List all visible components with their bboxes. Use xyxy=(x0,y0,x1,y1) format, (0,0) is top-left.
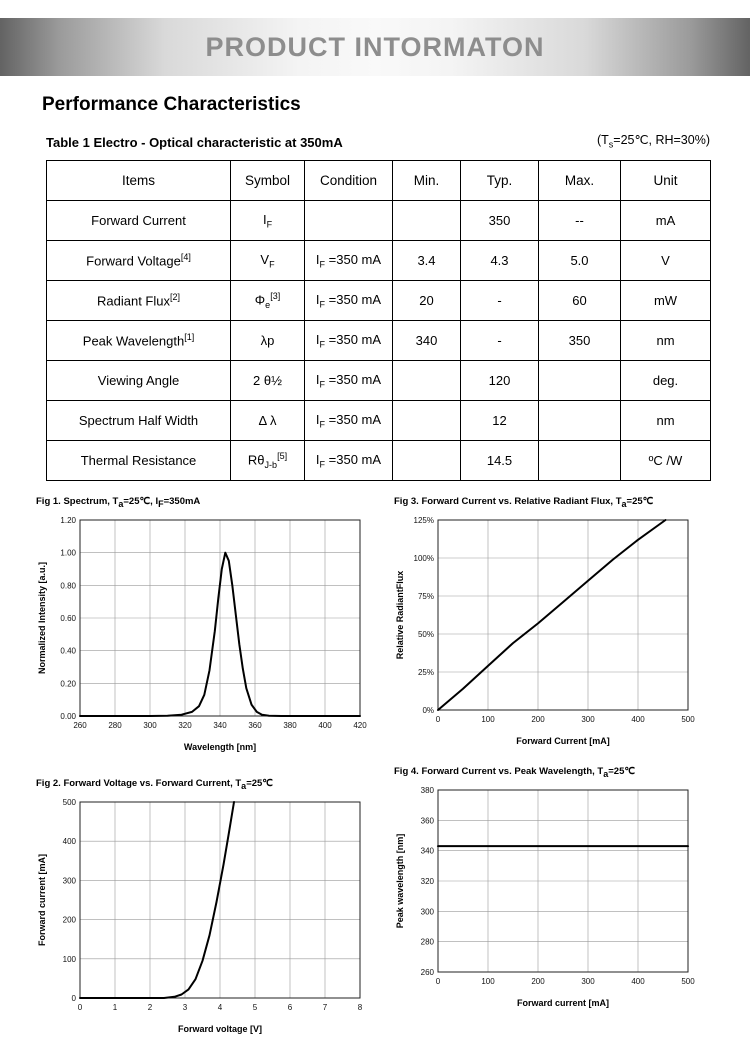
svg-text:360: 360 xyxy=(420,816,434,826)
cell-max xyxy=(539,401,621,441)
svg-text:200: 200 xyxy=(531,976,545,986)
svg-text:260: 260 xyxy=(73,720,87,730)
svg-text:0: 0 xyxy=(77,1002,83,1012)
cell-min xyxy=(393,441,461,481)
svg-text:1.00: 1.00 xyxy=(60,548,76,558)
fig1-spectrum-chart xyxy=(36,512,372,754)
svg-text:Peak wavelength [nm]: Peak wavelength [nm] xyxy=(395,833,405,929)
svg-text:8: 8 xyxy=(357,1002,363,1012)
table-row xyxy=(47,441,711,481)
cell-min xyxy=(393,401,461,441)
svg-text:400: 400 xyxy=(318,720,332,730)
cell-typ: 4.3 xyxy=(461,241,539,281)
svg-text:340: 340 xyxy=(420,846,434,856)
col-header-items: Items xyxy=(47,161,231,201)
svg-text:100: 100 xyxy=(62,954,76,964)
cell-symbol: $V_F$ xyxy=(231,241,305,281)
svg-text:320: 320 xyxy=(420,876,434,886)
svg-text:0.40: 0.40 xyxy=(60,646,76,656)
header-banner xyxy=(0,18,750,76)
svg-text:Wavelength [nm]: Wavelength [nm] xyxy=(183,741,257,752)
cell-min: 3.4 xyxy=(393,241,461,281)
svg-text:380: 380 xyxy=(420,785,434,795)
table-row xyxy=(47,321,711,361)
table-row xyxy=(47,241,711,281)
svg-text:300: 300 xyxy=(143,720,157,730)
svg-text:260: 260 xyxy=(420,967,434,977)
cell-min: 20 xyxy=(393,281,461,321)
cell-item: Radiant Flux[2] xyxy=(47,281,231,321)
svg-text:0: 0 xyxy=(435,976,441,986)
cell-item: Forward Voltage[4] xyxy=(47,241,231,281)
cell-symbol: λp xyxy=(231,321,305,361)
cell-condition: $I_F =350$ mA xyxy=(305,281,393,321)
cell-max xyxy=(539,441,621,481)
cell-typ: 14.5 xyxy=(461,441,539,481)
col-header-typ: Typ. xyxy=(461,161,539,201)
cell-condition: $I_F =350$ mA xyxy=(305,441,393,481)
cell-item: Viewing Angle xyxy=(47,361,231,401)
cell-item: Spectrum Half Width xyxy=(47,401,231,441)
figure-1-spectrum xyxy=(36,496,381,759)
figure-2-voltage-vs-current xyxy=(36,778,381,1041)
fig1-title: Fig 1. Spectrum, $T_a=25℃$, $I_F=350mA$ xyxy=(36,496,201,509)
cell-unit: mW xyxy=(621,281,711,321)
svg-text:0.80: 0.80 xyxy=(60,581,76,591)
cell-typ: - xyxy=(461,321,539,361)
cell-typ: 350 xyxy=(461,201,539,241)
cell-typ: 120 xyxy=(461,361,539,401)
table-row xyxy=(47,401,711,441)
svg-text:300: 300 xyxy=(581,976,595,986)
svg-text:280: 280 xyxy=(420,937,434,947)
cell-max: -- xyxy=(539,201,621,241)
svg-text:500: 500 xyxy=(681,714,695,724)
svg-text:280: 280 xyxy=(108,720,122,730)
svg-text:400: 400 xyxy=(631,714,645,724)
table-header-row xyxy=(47,161,711,201)
cell-item: Thermal Resistance xyxy=(47,441,231,481)
col-header-min: Min. xyxy=(393,161,461,201)
table-row xyxy=(47,201,711,241)
svg-text:Forward Current [mA]: Forward Current [mA] xyxy=(516,735,610,746)
svg-text:100: 100 xyxy=(481,976,495,986)
table-caption-row xyxy=(46,132,710,150)
cell-symbol: $I_F$ xyxy=(231,201,305,241)
svg-text:200: 200 xyxy=(531,714,545,724)
cell-condition: $I_F =350$ mA xyxy=(305,321,393,361)
svg-text:25%: 25% xyxy=(417,667,434,677)
cell-symbol: $\Phi_e[3]$ xyxy=(231,281,305,321)
figure-4-current-vs-wavelength xyxy=(394,766,714,1015)
svg-text:300: 300 xyxy=(581,714,595,724)
table-row xyxy=(47,361,711,401)
svg-text:0%: 0% xyxy=(422,705,434,715)
cell-max: 5.0 xyxy=(539,241,621,281)
svg-text:360: 360 xyxy=(248,720,262,730)
fig2-voltage-vs-current-chart xyxy=(36,794,372,1036)
cell-item: Peak Wavelength[1] xyxy=(47,321,231,361)
col-header-max: Max. xyxy=(539,161,621,201)
svg-text:Forward current [mA]: Forward current [mA] xyxy=(516,997,610,1008)
svg-text:75%: 75% xyxy=(417,591,434,601)
svg-text:4: 4 xyxy=(217,1002,223,1012)
fig2-title: Fig 2. Forward Voltage vs. Forward Current, $T_a=25℃$ xyxy=(36,778,273,791)
table-row xyxy=(47,281,711,321)
cell-min xyxy=(393,361,461,401)
svg-text:Relative RadiantFlux: Relative RadiantFlux xyxy=(395,570,405,660)
cell-condition xyxy=(305,201,393,241)
svg-text:5: 5 xyxy=(252,1002,258,1012)
section-heading: Performance Characteristics xyxy=(42,94,301,115)
cell-condition: $I_F =350$ mA xyxy=(305,401,393,441)
svg-text:100%: 100% xyxy=(413,553,434,563)
fig4-current-vs-wavelength-chart xyxy=(394,782,700,1010)
cell-unit: V xyxy=(621,241,711,281)
cell-condition: $I_F =350$ mA xyxy=(305,361,393,401)
cell-unit: mA xyxy=(621,201,711,241)
svg-text:500: 500 xyxy=(681,976,695,986)
col-header-unit: Unit xyxy=(621,161,711,201)
svg-text:3: 3 xyxy=(182,1002,188,1012)
svg-text:0.00: 0.00 xyxy=(60,711,76,721)
svg-text:0: 0 xyxy=(71,993,76,1003)
svg-text:6: 6 xyxy=(287,1002,293,1012)
svg-text:0.60: 0.60 xyxy=(60,613,76,623)
cell-typ: - xyxy=(461,281,539,321)
svg-text:0.20: 0.20 xyxy=(60,679,76,689)
svg-text:200: 200 xyxy=(62,915,76,925)
table-caption: Table 1 Electro - Optical characteristic at 350mA xyxy=(46,134,343,150)
svg-text:100: 100 xyxy=(481,714,495,724)
electro-optical-table xyxy=(46,160,711,481)
fig3-title: Fig 3. Forward Current vs. Relative Radiant Flux, $T_a=25℃$ xyxy=(394,496,654,509)
svg-text:7: 7 xyxy=(322,1002,328,1012)
cell-min xyxy=(393,201,461,241)
svg-text:1: 1 xyxy=(112,1002,118,1012)
cell-typ: 12 xyxy=(461,401,539,441)
col-header-condition: Condition xyxy=(305,161,393,201)
svg-text:400: 400 xyxy=(631,976,645,986)
svg-text:Normalized Intensity [a.u.]: Normalized Intensity [a.u.] xyxy=(37,561,47,674)
test-condition-note: ($T_s=25℃$, RH=30%) xyxy=(596,133,710,150)
cell-unit: deg. xyxy=(621,361,711,401)
svg-text:1.20: 1.20 xyxy=(60,515,76,525)
svg-text:Forward voltage [V]: Forward voltage [V] xyxy=(177,1023,263,1034)
cell-unit: nm xyxy=(621,321,711,361)
cell-max xyxy=(539,361,621,401)
cell-min: 340 xyxy=(393,321,461,361)
svg-text:500: 500 xyxy=(62,797,76,807)
cell-symbol: 2 θ½ xyxy=(231,361,305,401)
svg-text:400: 400 xyxy=(62,837,76,847)
svg-text:0: 0 xyxy=(435,714,441,724)
cell-symbol: Δ λ xyxy=(231,401,305,441)
cell-max: 350 xyxy=(539,321,621,361)
cell-item: Forward Current xyxy=(47,201,231,241)
svg-text:380: 380 xyxy=(283,720,297,730)
col-header-symbol: Symbol xyxy=(231,161,305,201)
page-header-title: PRODUCT INTORMATON xyxy=(205,31,545,62)
svg-text:300: 300 xyxy=(62,876,76,886)
svg-text:2: 2 xyxy=(147,1002,153,1012)
cell-unit: ºC /W xyxy=(621,441,711,481)
svg-text:320: 320 xyxy=(178,720,192,730)
fig4-title: Fig 4. Forward Current vs. Peak Wavelength, $T_a=25℃$ xyxy=(394,766,636,779)
cell-condition: $I_F =350$ mA xyxy=(305,241,393,281)
fig3-current-vs-flux-chart xyxy=(394,512,700,748)
cell-max: 60 xyxy=(539,281,621,321)
figure-3-current-vs-flux xyxy=(394,496,714,753)
svg-text:300: 300 xyxy=(420,907,434,917)
cell-unit: nm xyxy=(621,401,711,441)
svg-text:125%: 125% xyxy=(413,515,434,525)
svg-text:420: 420 xyxy=(353,720,367,730)
svg-text:Forward current [mA]: Forward current [mA] xyxy=(37,853,47,946)
cell-symbol: $R\theta_{J-b}[5]$ xyxy=(231,441,305,481)
svg-text:340: 340 xyxy=(213,720,227,730)
svg-text:50%: 50% xyxy=(417,629,434,639)
